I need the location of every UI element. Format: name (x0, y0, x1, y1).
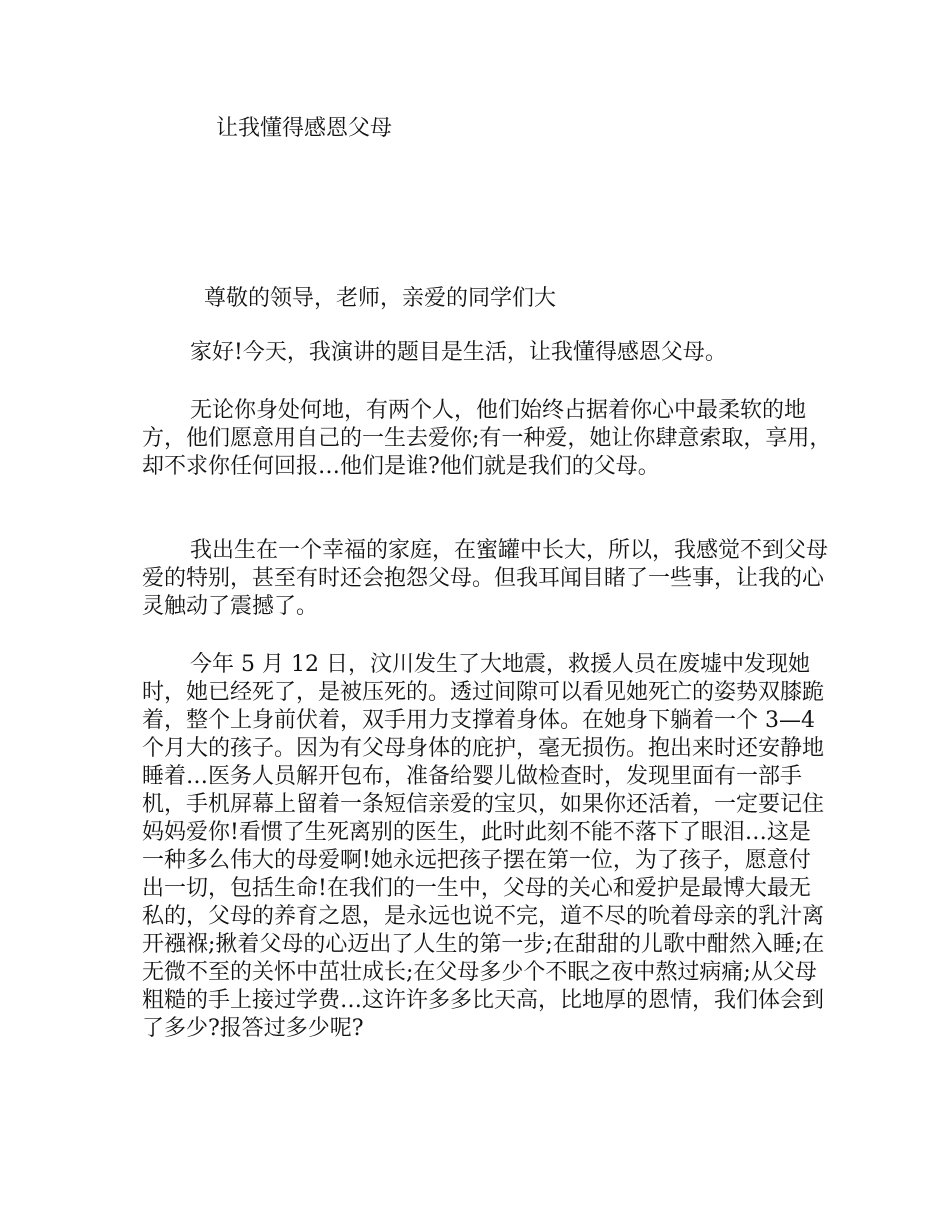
paragraph-greeting: 家好!今天，我演讲的题目是生活，让我懂得感恩父母。 (190, 340, 727, 365)
paragraph-parents-love: 无论你身处何地，有两个人，他们始终占据着你心中最柔软的地方，他们愿意用自己的一生去爱你;有一种爱，她让你肆意索取，享用，却不求你任何回报…他们是谁?他们就是我们的父母。 (142, 398, 832, 479)
paragraph-happy-family: 我出生在一个幸福的家庭，在蜜罐中长大，所以，我感觉不到父母爱的特别，甚至有时还会抱怨父母。但我耳闻目睹了一些事，让我的心灵触动了震撼了。 (142, 538, 829, 619)
document-title: 让我懂得感恩父母 (216, 116, 393, 141)
paragraph-earthquake-story: 今年 5 月 12 日，汶川发生了大地震，救援人员在废墟中发现她时，她已经死了，是被压死的。透过间隙可以看见她死亡的姿势双膝跪着，整个上身前伏着，双手用力支撑着身体。在她身下躺着一个 3—4 个月大的孩子。因为有父母身体的庇护，毫无损伤。抱出来时还安静地睡着…医务人员解开包布，准备给婴儿做检查时，发现里面有一部手机，手机屏幕上留着一条短信亲爱的宝贝，如果你还活着，一定要记住妈妈爱你!看惯了生死离别的医生，此时此刻不能不落下了眼泪…这是一种多么伟大的母爱啊!她永远把孩子摆在第一位，为了孩子，愿意付出一切，包括生命!在我们的一生中，父母的关心和爱护是最博大最无私的，父母的养育之恩，是永远也说不完，道不尽的吮着母亲的乳汁离开襁褓;揪着父母的心迈出了人生的第一步;在甜甜的儿歌中酣然入睡;在无微不至的关怀中茁壮成长;在父母多少个不眠之夜中熬过病痛;从父母粗糙的手上接过学费…这许许多多比天高，比地厚的恩情，我们体会到了多少?报答过多少呢? (142, 652, 825, 1041)
speech-salutation: 尊敬的领导，老师，亲爱的同学们大 (204, 286, 557, 311)
